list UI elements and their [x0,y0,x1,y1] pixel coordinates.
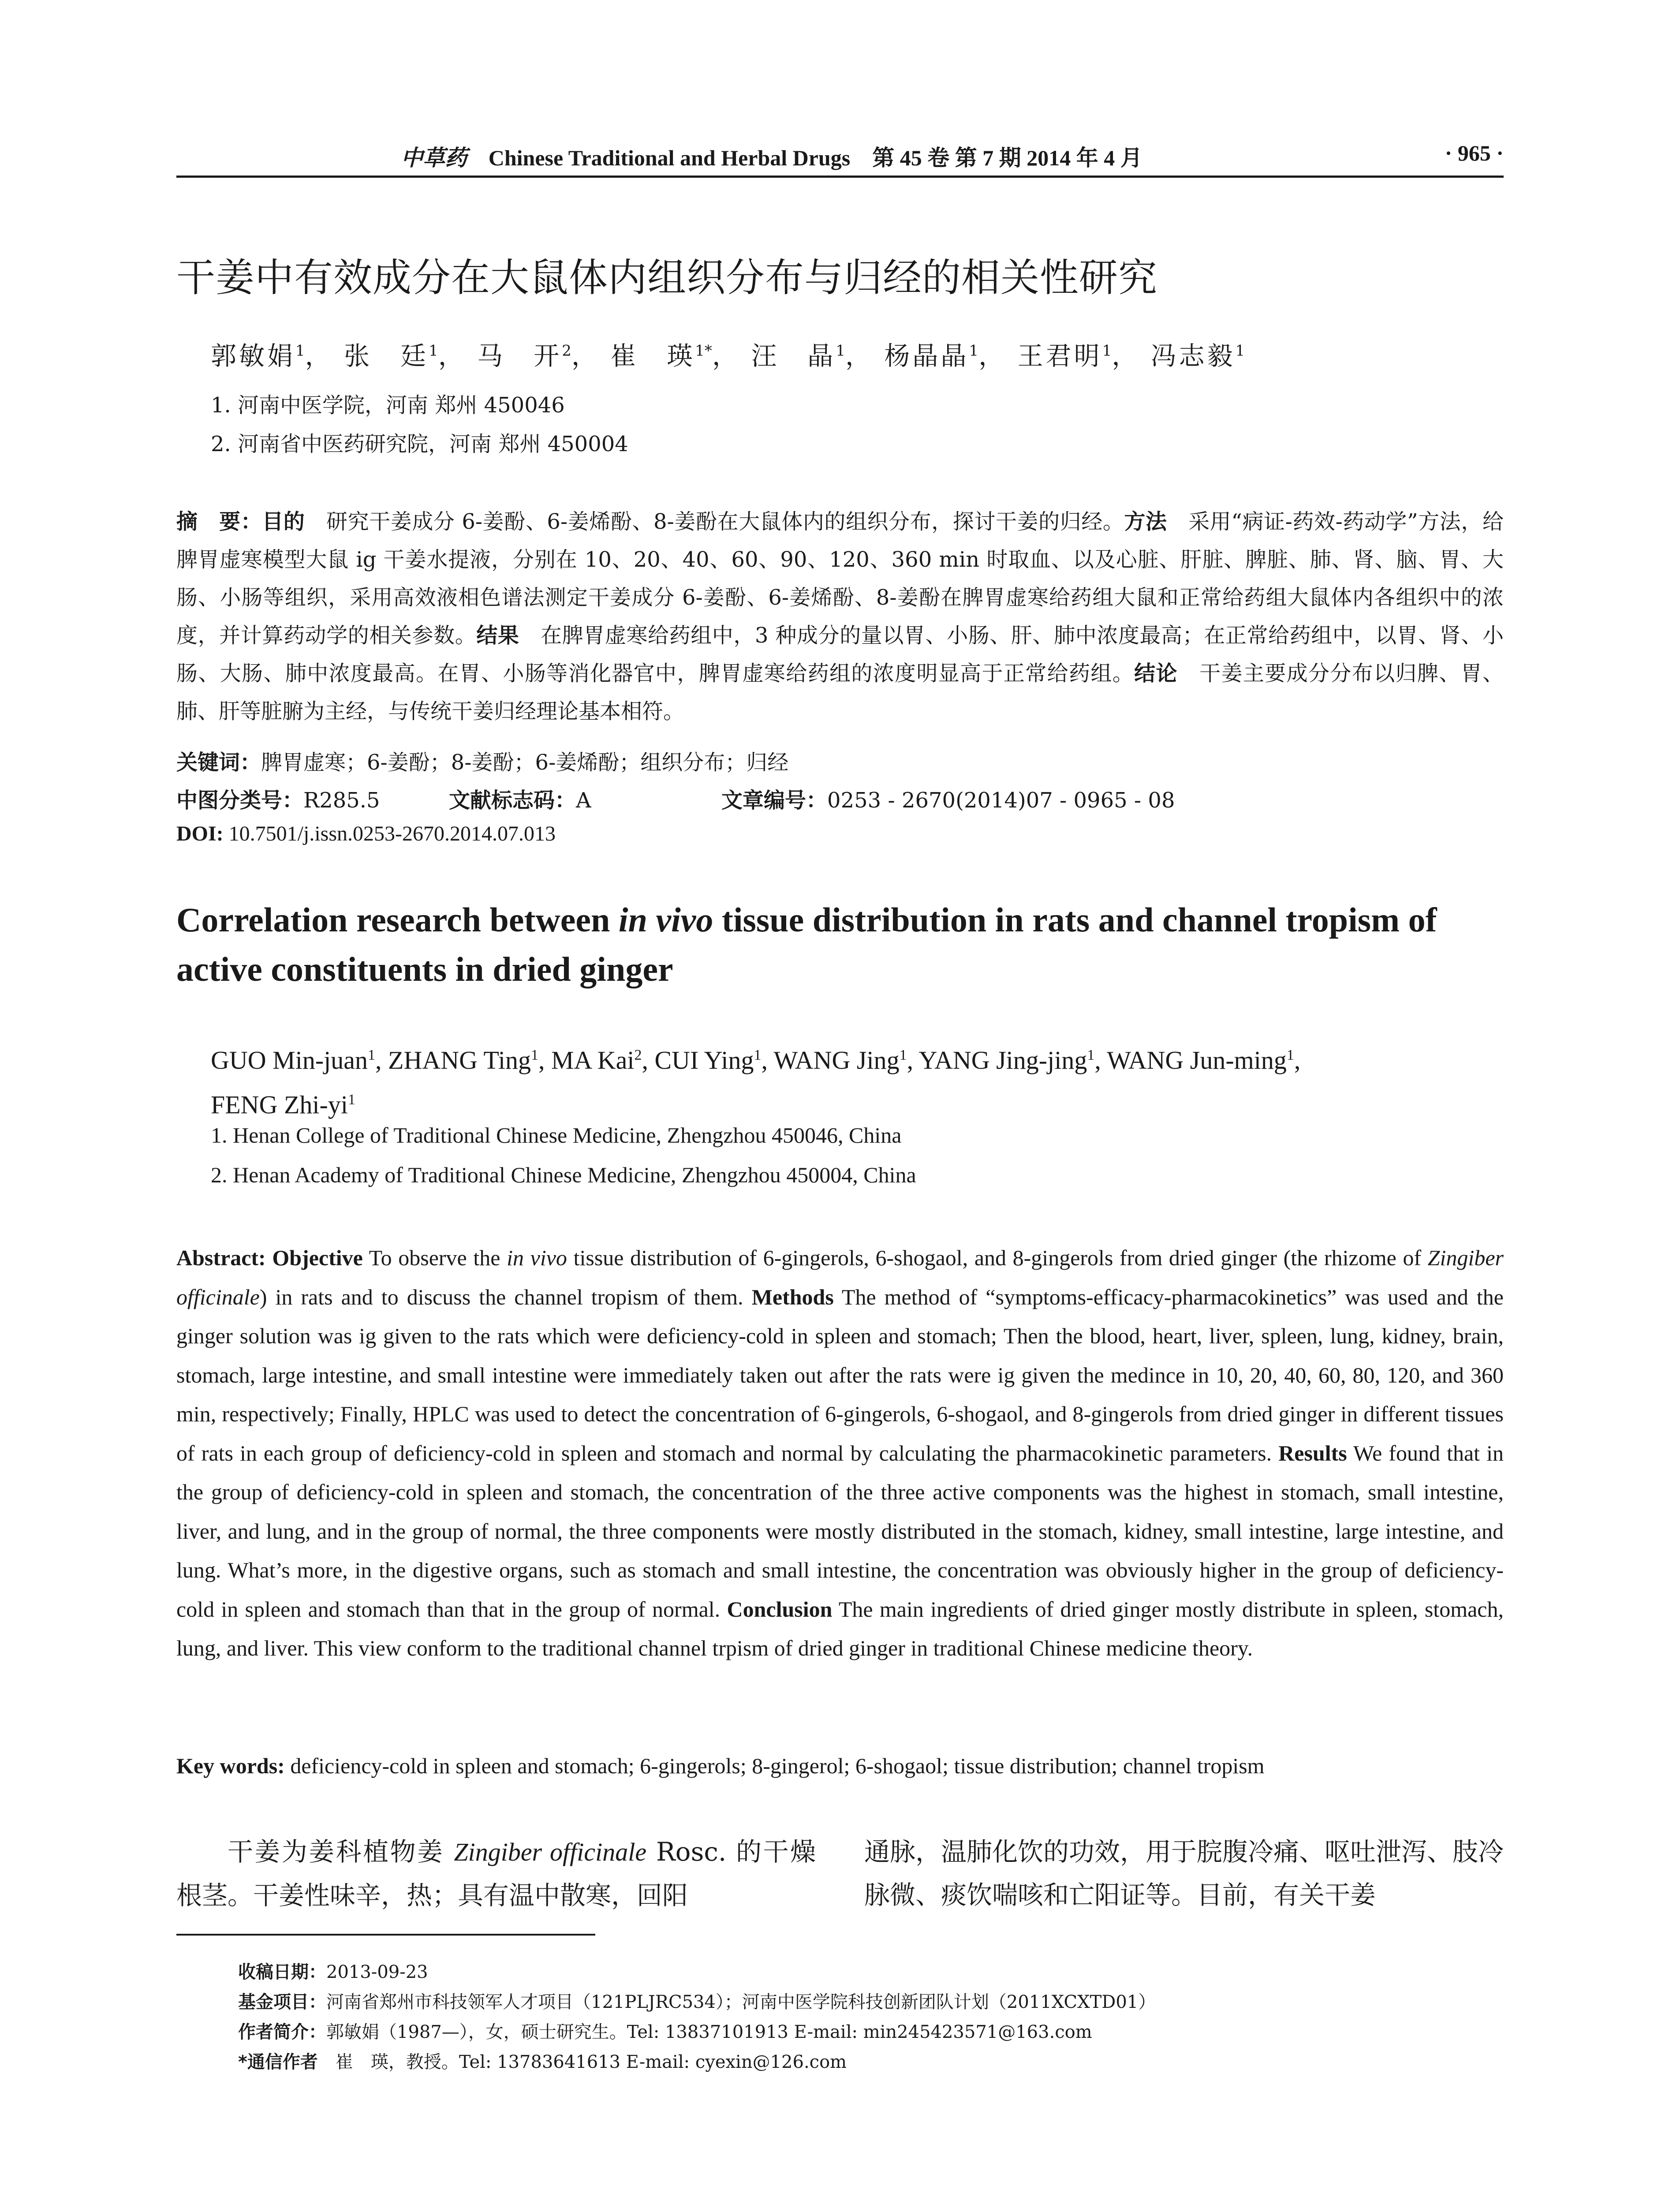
author-affiliation-mark: 1 [1102,342,1112,360]
keywords-text: deficiency-cold in spleen and stomach; 6-gingerols; 8-gingerol; 6-shogaol; tissue distribution; channel tropism [284,1753,1265,1778]
running-header [176,140,1504,172]
objective-text: ) in rats and to discuss the channel tropism of them. [259,1284,743,1309]
species-name: Zingiber officinale [454,1838,647,1866]
methods-text: The method of “symptoms-efficacy-pharmacokinetics” was used and the ginger solution was ig given to the rats which were deficiency-cold in spleen and stomach; Then the blood, heart, liver, spleen, lung, kidney, brain, stomach, large intestine, and small intestine were immediately taken out after the rats were ig given the medince in 10, 20, 40, 60, 80, 120, and 360 min, respectively; Finally, HPLC was used to detect the concentration of 6-gingerols, 6-shogaol, and 8-gingerols from dried ginger in different tissues of rats in each group of deficiency-cold in spleen and stomach and normal by calculating the pharmacokinetic parameters. [176,1284,1504,1465]
chinese-affiliation-1: 1. 河南中医学院，河南 郑州 450046 [211,393,565,418]
chinese-affiliation-2: 2. 河南省中医药研究院，河南 郑州 450004 [211,432,628,456]
footnote-corresponding [238,2048,847,2073]
objective-label: 目的 [262,509,305,534]
footnote-label: 作者简介： [238,2022,326,2042]
body-text: Rosc. 的干燥根茎。干姜性味辛，热；具有温中散寒，回阳 [176,1837,816,1910]
author-affiliation-mark: 1 [1286,1047,1294,1063]
methods-label: Methods [751,1284,834,1309]
keywords-label: 关键词： [176,750,261,775]
author-affiliation-mark: 1 [347,1091,355,1108]
footnote-text: 2013-09-23 [326,1962,428,1982]
author-name: YANG Jing-jing [918,1046,1087,1075]
footnote-author-bio [238,2018,1092,2043]
english-abstract [176,1238,1504,1668]
author-affiliation-mark: 1* [695,342,712,360]
footnote-rule [176,1934,595,1936]
methods-label: 方法 [1124,509,1167,534]
english-author-list: GUO Min-juan$^1$, ZHANG Ting$^1$, MA Kai$^2$, CUI Ying$^1$, WANG Jing$^1$, YANG Jing-jing$^1$, WANG Jun-ming$^1$, FENG Zhi-$yi^1$ [211,1046,1301,1119]
author-name: 杨晶晶 [884,341,969,371]
footnote-label: 收稿日期： [238,1962,326,1982]
english-title-part: tissue distribution in rats and channel tropism of active constituents in dried ginger [176,901,1437,988]
author-name: GUO Min-juan [211,1046,368,1075]
author-affiliation-mark: 1 [530,1047,538,1063]
author-affiliation-mark: 1 [368,1047,376,1063]
author-name: 冯志毅 [1150,341,1236,371]
author-affiliation-mark: 1 [295,342,305,360]
author-affiliation-mark: 1 [969,342,979,360]
author-name: CUI Ying [654,1046,754,1075]
english-affiliation-1: 1. Henan College of Traditional Chinese Medicine, Zhengzhou 450046, China [211,1123,902,1147]
results-label: Results [1278,1440,1347,1465]
doi-line [176,821,556,846]
author-affiliation-mark: 2 [562,342,571,360]
author-name: MA Kai [551,1046,635,1075]
chinese-keywords [176,745,788,776]
doi-value: 10.7501/j.issn.0253-2670.2014.07.013 [223,822,556,845]
footnote-text: 河南省郑州市科技领军人才项目（121PLJRC534）；河南中医学院科技创新团队计划（2011XCXTD01） [326,1992,1156,2012]
page-number: · 965 · [1445,141,1504,165]
author-affiliation-mark: 2 [634,1047,642,1063]
author-name: ZHANG Ting [388,1046,531,1075]
keywords-text: 脾胃虚寒；6-姜酚；8-姜酚；6-姜烯酚；组织分布；归经 [261,750,789,775]
header-rule [176,176,1504,178]
species-name: Zingiber officinale [176,1245,1504,1309]
author-affiliation-mark: 1 [1087,1047,1095,1063]
footnote-text: 崔 瑛，教授。Tel: 13783641613 E-mail: cyexin@126.com [317,2052,847,2072]
abstract-label: Abstract: Objective [176,1245,363,1270]
chinese-author-list: 郭敏娟$^1$， 张 廷$^1$， 马 开$^2$， 崔 瑛$^{1*}$， 汪 晶$^1$， 杨晶晶$^1$， 王君明$^1$， 冯志毅$^1$ [211,341,1245,371]
author-name: WANG Jun-ming [1107,1046,1287,1075]
conclusion-label: Conclusion [727,1596,833,1622]
author-name: 崔 瑛 [610,341,695,371]
english-title [176,895,1504,994]
footnote-received [238,1958,428,1983]
english-keywords [176,1753,1504,1779]
body-column-left [176,1830,816,1917]
conclusion-label: 结论 [1134,661,1178,686]
objective-text: 研究干姜成分 6-姜酚、6-姜烯酚、8-姜酚在大鼠体内的组织分布，探讨干姜的归经。 [305,509,1124,534]
author-name: FENG Zhi-yi [211,1090,348,1119]
body-text: 干姜为姜科植物姜 [228,1837,454,1867]
author-affiliation-mark: 1 [899,1047,907,1063]
footnote-text: 郭敏娟（1987—），女，硕士研究生。Tel: 13837101913 E-mail: min245423571@163.com [326,2022,1092,2042]
footnote-funding [238,1988,1156,2013]
methods-text: 采用“病证-药效-药动学”方法，给脾胃虚寒模型大鼠 ig 干姜水提液，分别在 10、20、40、60、90、120、360 min 时取血、以及心脏、肝脏、脾脏、肺、肾、脑、胃、大肠、小肠等组织，采用高效液相色谱法测定干姜成分 6-姜酚、6-姜烯酚、8-姜酚在脾胃虚寒给药组大鼠和正常给药组大鼠体内各组织中的浓度，并计算药动学的相关参数。 [176,509,1504,648]
author-affiliation-mark: 1 [1235,342,1245,360]
author-name: 汪 晶 [751,341,836,371]
objective-text: tissue distribution of 6-gingerols, 6-shogaol, and 8-gingerols from dried ginger (the rhizome of [567,1245,1428,1270]
objective-text: To observe the [362,1245,507,1270]
doc-code-value: A [576,788,591,813]
journal-issue: 第 45 卷 第 7 期 2014 年 4 月 [872,146,1142,170]
class-value: R285.5 [303,788,380,813]
english-title-italic: in vivo [618,901,713,939]
classification-line [176,783,1175,814]
results-label: 结果 [476,623,519,648]
author-name: 马 开 [477,341,562,371]
objective-italic: in vivo [507,1245,567,1270]
footnote-label: *通信作者 [238,2052,318,2072]
keywords-label: Key words: [176,1753,285,1778]
english-affiliation-2: 2. Henan Academy of Traditional Chinese Medicine, Zhengzhou 450004, China [211,1162,916,1187]
english-title-part: Correlation research between [176,901,619,939]
author-name: 王君明 [1017,341,1102,371]
author-affiliation-mark: 1 [754,1047,762,1063]
body-column-right: 通脉，温肺化饮的功效，用于脘腹冷痛、呕吐泄泻、肢冷脉微、痰饮喘咳和亡阳证等。目前，有关干姜 [864,1837,1504,1910]
doc-code-label: 文献标志码： [449,788,576,813]
class-label: 中图分类号： [176,788,304,813]
author-name: 郭敏娟 [211,341,296,371]
author-name: 张 廷 [344,341,429,371]
journal-name-cn: 中草药 [401,146,467,170]
conclusion-text: The main ingredients of dried ginger mostly distribute in spleen, stomach, lung, and liver. This view conform to the traditional channel trpism of dried ginger in traditional Chinese medicine theory. [176,1596,1504,1660]
chinese-abstract [176,503,1504,730]
results-text: We found that in the group of deficiency-cold in spleen and stomach, the concentration of the three active components was the highest in stomach, small intestine, liver, and lung, and in the group of normal, the three components were mostly distributed in the stomach, kidney, small intestine, large intestine, and lung. What’s more, in the digestive organs, such as stomach and small intestine, the concentration was obviously higher in the group of deficiency-cold in spleen and stomach than that in the group of normal. [176,1440,1504,1622]
author-affiliation-mark: 1 [429,342,438,360]
conclusion-text: 干姜主要成分分布以归脾、胃、肺、肝等脏腑为主经，与传统干姜归经理论基本相符。 [176,661,1504,724]
chinese-title: 干姜中有效成分在大鼠体内组织分布与归经的相关性研究 [176,255,1158,300]
journal-header [176,140,1367,172]
article-no-label: 文章编号： [721,788,828,813]
journal-name-en: Chinese Traditional and Herbal Drugs [488,146,851,170]
results-text: 在脾胃虚寒给药组中，3 种成分的量以胃、小肠、肝、肺中浓度最高；在正常给药组中，以胃、肾、小肠、大肠、肺中浓度最高。在胃、小肠等消化器官中，脾胃虚寒给药组的浓度明显高于正常给药组。 [176,623,1504,686]
footnote-label: 基金项目： [238,1992,326,2012]
author-name: WANG Jing [773,1046,900,1075]
doi-label: DOI: [176,822,224,845]
abstract-label: 摘 要： [176,509,262,534]
article-no-value: 0253 - 2670(2014)07 - 0965 - 08 [827,788,1175,813]
author-affiliation-mark: 1 [836,342,846,360]
